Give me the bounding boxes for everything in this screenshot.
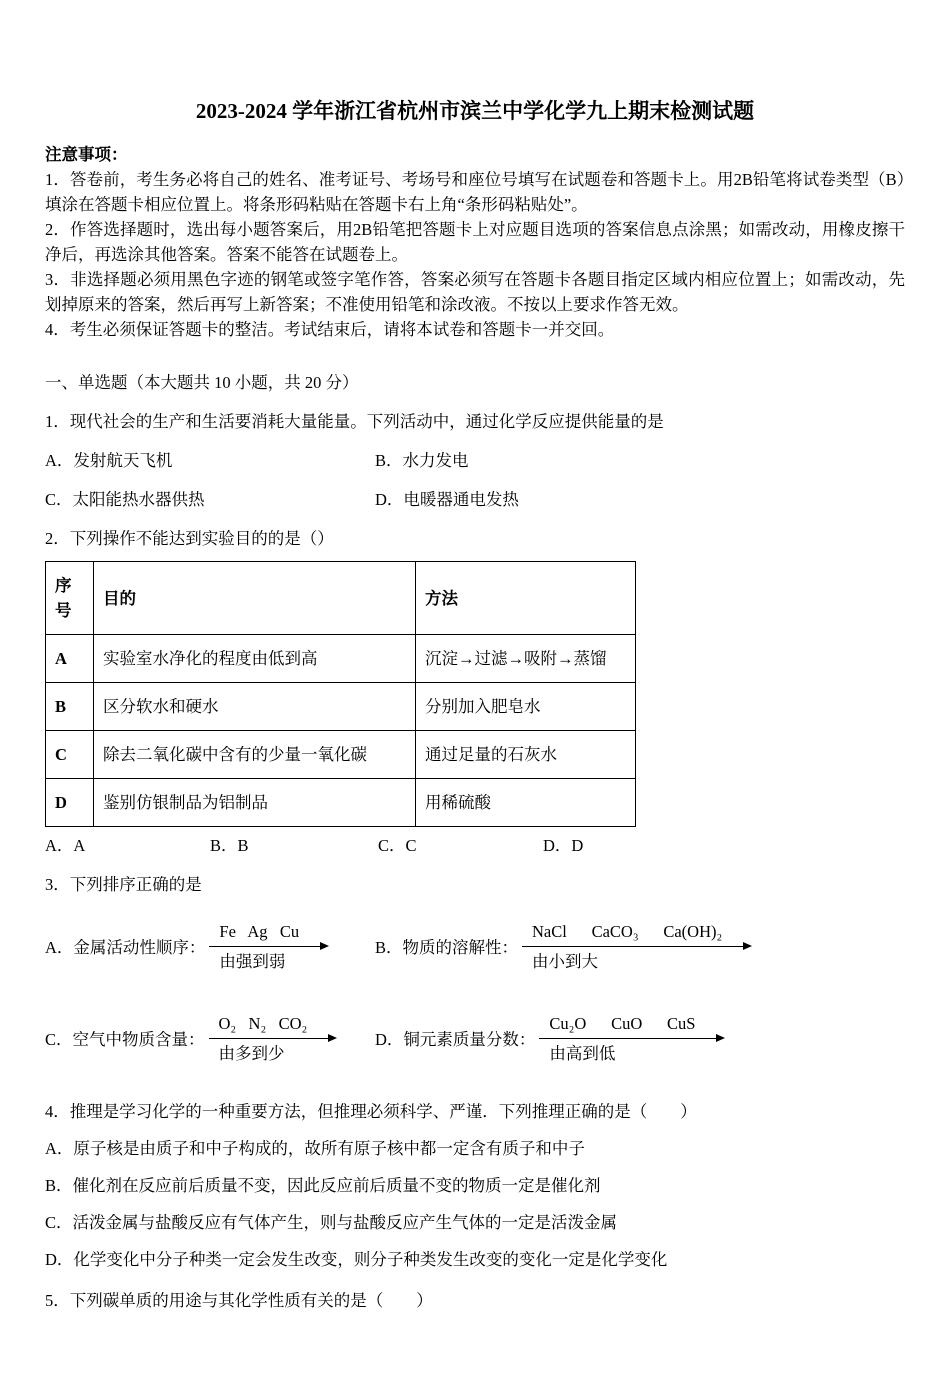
table-cell: 实验室水净化的程度由低到高 (94, 635, 416, 683)
q2-stem: 2．下列操作不能达到实验目的的是（） (45, 529, 334, 548)
sequence-diagram (209, 1013, 336, 1065)
sequence-diagram (539, 1013, 723, 1065)
q3-option-c (45, 1013, 375, 1065)
notice-item-4: 4．考生必须保证答题卡的整洁。考试结束后，请将本试卷和答题卡一并交回。 (45, 320, 615, 339)
table-header-cell: 方法 (416, 562, 636, 635)
q4-stem: 4．推理是学习化学的一种重要方法，但推理必须科学、严谨．下列推理正确的是（ ） (45, 1102, 697, 1121)
q4-option-b: B．催化剂在反应前后质量不变，因此反应前后质量不变的物质一定是催化剂 (45, 1176, 601, 1195)
q4-option-d: D．化学变化中分子种类一定会发生改变，则分子种类发生改变的变化一定是化学变化 (45, 1250, 668, 1269)
q1-option-d: D．电暖器通电发热 (375, 490, 519, 509)
table-cell: A (46, 635, 94, 683)
table-cell: 用稀硫酸 (416, 779, 636, 827)
q2-answer-option-c: C．C (378, 836, 417, 855)
section-heading-single-choice: 一、单选题（本大题共 10 小题，共 20 分） (45, 373, 359, 392)
q3-option-c-label: C．空气中物质含量： (45, 1029, 205, 1049)
q1-option-c: C．太阳能热水器供热 (45, 490, 205, 509)
sequence-caption: 由小到大 (532, 952, 599, 971)
table-cell: 除去二氧化碳中含有的少量一氧化碳 (94, 731, 416, 779)
q1-stem: 1．现代社会的生产和生活要消耗大量能量。下列活动中，通过化学反应提供能量的是 (45, 412, 664, 431)
q3-option-b-label: B．物质的溶解性： (375, 937, 519, 957)
q3-option-d-label: D．铜元素质量分数： (375, 1029, 536, 1049)
sequence-items: O₂ N₂ CO₂ (218, 1014, 308, 1033)
table-cell: 沉淀→过滤→吸附→蒸馏 (416, 635, 636, 683)
table-header-cell: 序号 (46, 562, 94, 635)
sequence-items: NaCl CaCO₃ Ca(OH)₂ (532, 922, 723, 941)
notice-section (45, 142, 905, 342)
notice-item-3: 3．非选择题必须用黑色字迹的钢笔或签字笔作答，答案必须写在答题卡各题目指定区域内相应位置上；如需改动，先划掉原来的答案，然后再写上新答案；不准使用铅笔和涂改液。不按以上要求作答无效。 (45, 270, 905, 314)
sequence-items: Cu₂O CuO CuS (549, 1014, 696, 1033)
q2-table-row-a (46, 635, 636, 683)
q2-table-header-row (46, 562, 636, 635)
sequence-diagram (522, 921, 750, 973)
right-arrow-icon (209, 946, 327, 947)
q2-answer-option-a: A．A (45, 836, 86, 855)
q2-answer-option-b: B．B (210, 836, 249, 855)
q3-stem: 3．下列排序正确的是 (45, 875, 202, 894)
table-cell: 鉴别仿银制品为铝制品 (94, 779, 416, 827)
q3-option-b (375, 921, 905, 973)
sequence-caption: 由强到弱 (219, 952, 286, 971)
q3-options (45, 921, 905, 1065)
q3-option-a-label: A．金属活动性顺序： (45, 937, 206, 957)
table-cell: 通过足量的石灰水 (416, 731, 636, 779)
q2-table-row-b (46, 683, 636, 731)
right-arrow-icon (522, 946, 750, 947)
table-cell: 区分软水和硬水 (94, 683, 416, 731)
q3-option-a (45, 921, 375, 973)
sequence-caption: 由高到低 (549, 1044, 616, 1063)
q1-options (45, 448, 905, 512)
right-arrow-icon (539, 1038, 723, 1039)
q5-stem: 5．下列碳单质的用途与其化学性质有关的是（ ） (45, 1291, 433, 1310)
q1-option-a: A．发射航天飞机 (45, 451, 173, 470)
q2-table-row-c (46, 731, 636, 779)
notice-item-2: 2．作答选择题时，选出每小题答案后，用2B铅笔把答题卡上对应题目选项的答案信息点涂黑；如需改动，用橡皮擦干净后，再选涂其他答案。答案不能答在试题卷上。 (45, 220, 905, 264)
q2-table-row-d (46, 779, 636, 827)
exam-title: 2023-2024 学年浙江省杭州市滨兰中学化学九上期末检测试题 (195, 99, 755, 123)
q1-option-b: B．水力发电 (375, 451, 469, 470)
q4-option-a: A．原子核是由质子和中子构成的，故所有原子核中都一定含有质子和中子 (45, 1139, 585, 1158)
table-cell: D (46, 779, 94, 827)
notice-item-1: 1．答卷前，考生务必将自己的姓名、准考证号、考场号和座位号填写在试题卷和答题卡上。用2B铅笔将试卷类型（B）填涂在答题卡相应位置上。将条形码粘贴在答题卡右上角“条形码粘贴处”。 (45, 170, 905, 214)
sequence-items: Fe Ag Cu (219, 922, 300, 941)
right-arrow-icon (209, 1038, 336, 1039)
q4-options (45, 1136, 905, 1272)
sequence-diagram (209, 921, 327, 973)
q3-option-d (375, 1013, 905, 1065)
sequence-caption: 由多到少 (218, 1044, 285, 1063)
q4-option-c: C．活泼金属与盐酸反应有气体产生，则与盐酸反应产生气体的一定是活泼金属 (45, 1213, 618, 1232)
q2-answer-options (45, 833, 905, 858)
notice-heading: 注意事项： (45, 145, 128, 164)
table-cell: 分别加入肥皂水 (416, 683, 636, 731)
q2-answer-option-d: D．D (543, 836, 584, 855)
table-header-cell: 目的 (94, 562, 416, 635)
q2-table (45, 561, 636, 827)
table-cell: C (46, 731, 94, 779)
table-cell: B (46, 683, 94, 731)
